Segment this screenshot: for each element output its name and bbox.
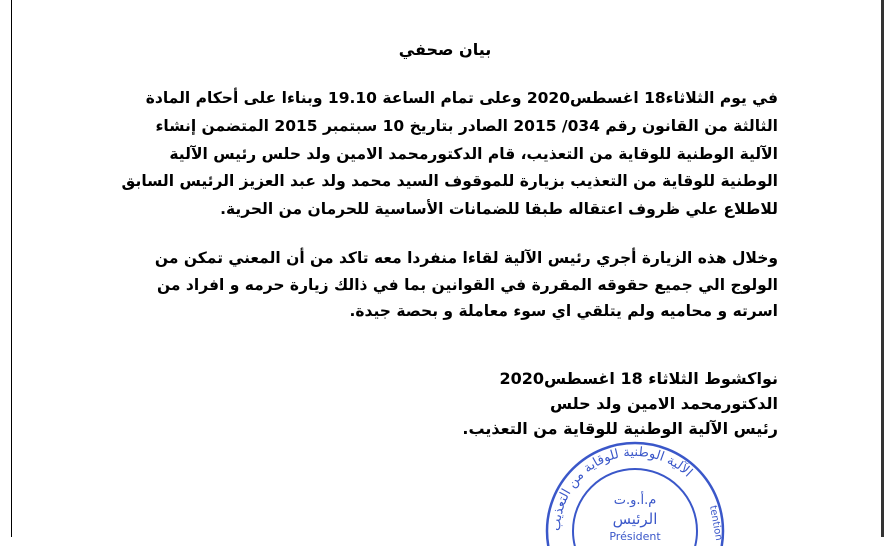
page-border-right (881, 0, 884, 537)
paragraph-visit-details: في يوم الثلاثاء18 اغسطس2020 وعلى تمام الساعة 19.10 وبناءا على أحكام المادة الثالثة من القانون رقم 034/ 2015 الصادر بتاريخ 10 سبتمبر 2015 المتضمن إنشاء الآلية الوطنية للوقاية من التعذيب، قام الدكتورمحمد الامين ولد حلس رئيس الآلية الوطنية للوقاية من التعذيب بزيارة للموقوف السيد محمد ولد عبد العزيز الرئيس السابق للاطلاع علي ظروف اعتقاله طبقا للضمانات الأساسية للحرمان من الحرية. (121, 89, 778, 219)
signature-role: رئيس الآلية الوطنية للوقاية من التعذيب. (462, 419, 778, 438)
page-border-left (11, 0, 12, 537)
stamp-abbrev: م.أ.و.ت (613, 493, 657, 508)
stamp-arc-text: الآلية الوطنية للوقاية من التعذيب (548, 444, 696, 532)
paragraph-meeting-outcome: وخلال هذه الزيارة أجري رئيس الآلية لقاءا منفردا معه تاكد من أن المعني تمكن من الولوج الي جميع حقوقه المقررة في القوانين بما في ذالك زيارة حرمه و افراد من اسرته و محاميه ولم يتلقي اي سوء معاملة و بحصة جيدة. (154, 249, 778, 320)
official-stamp (540, 436, 730, 546)
document-title: بيان صحفي (398, 40, 492, 59)
signature-place-date: نواكشوط الثلاثاء 18 اغسطس2020 (499, 369, 778, 388)
stamp-president-fr: Président (609, 530, 661, 543)
stamp-side-text: tention (707, 504, 725, 542)
signature-name: الدكتورمحمد الامين ولد حلس (549, 394, 778, 413)
stamp-president-ar: الرئيس (612, 510, 658, 528)
signature-block (118, 366, 778, 441)
